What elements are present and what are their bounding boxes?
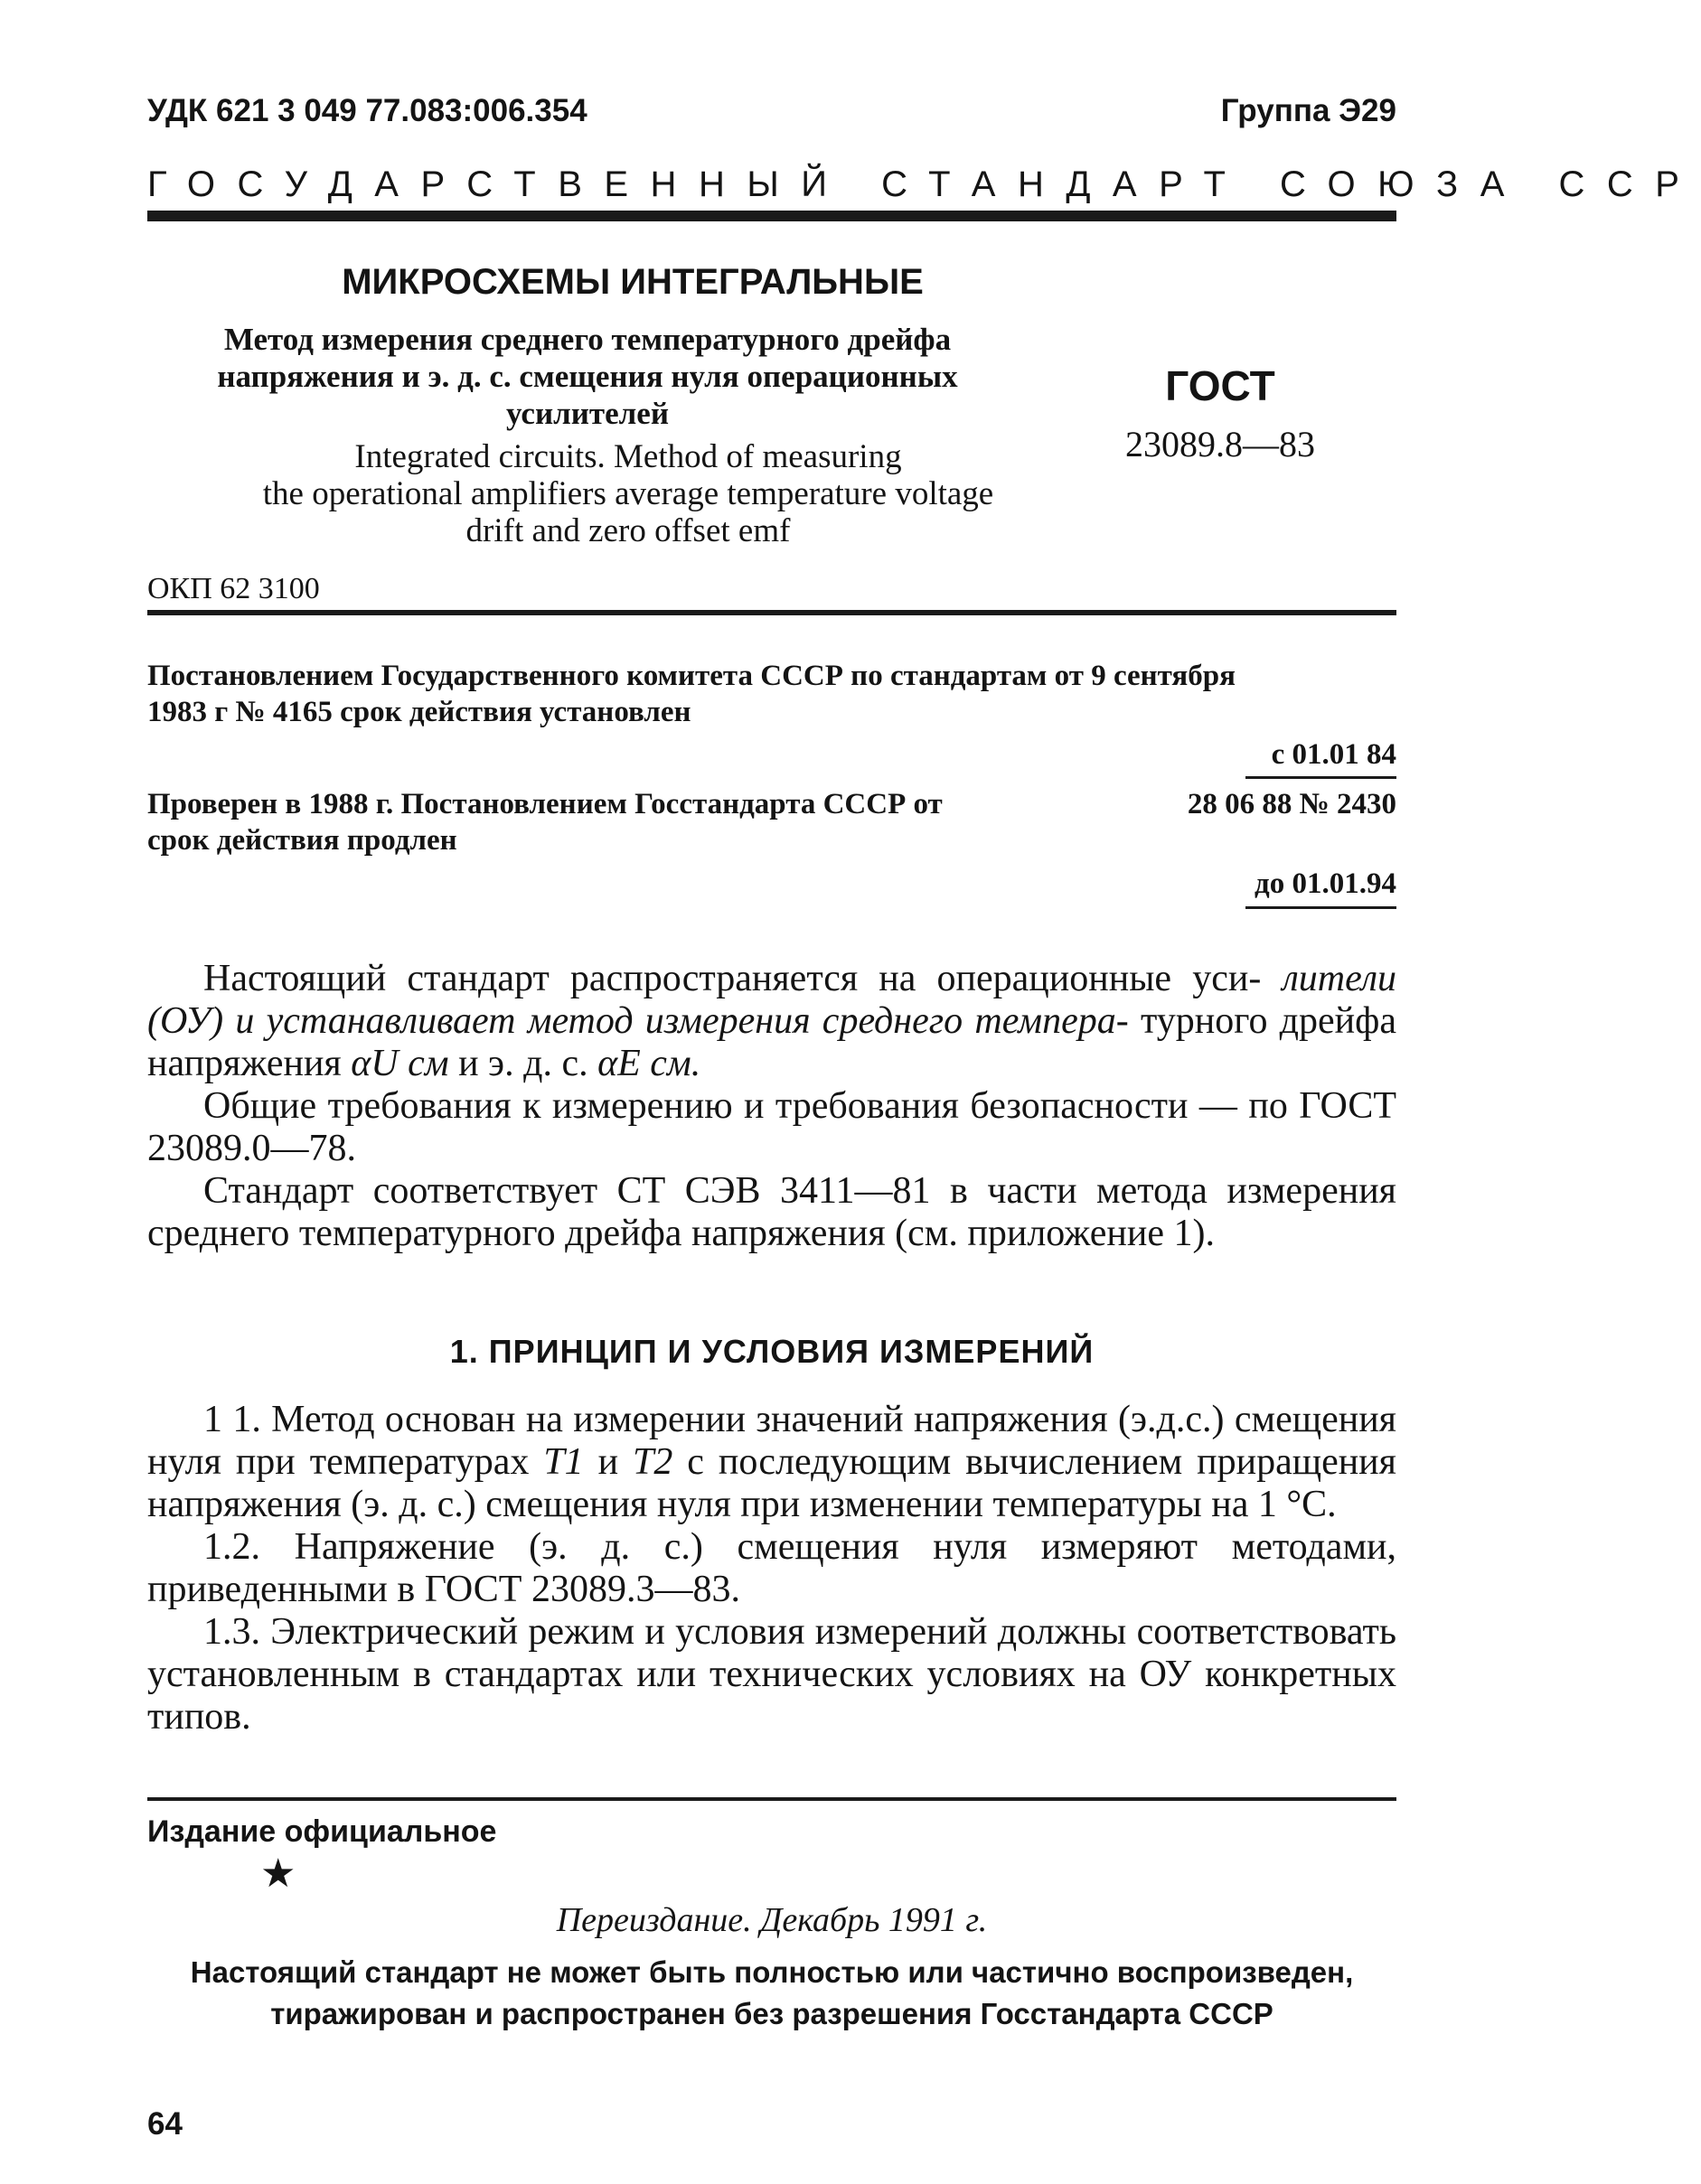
alpha-u-symbol: αU см (351, 1043, 449, 1084)
title-english-line-2: the operational amplifiers average temperature voltage (262, 475, 994, 512)
decree-line-1: Постановлением Государственного комитета СССР по стандартам от 9 сентября (147, 660, 1236, 692)
item-1-1: 1 1. Метод основан на измерении значений напряжения (э.д.с.) смещения нуля при температурах T1 и T2 с последующим вычислением приращения напряжения (э. д. с.) смещения нуля при изменении температуры на 1 °С. (147, 1399, 1396, 1525)
intro-paragraph-2: Общие требования к измерению и требования безопасности — по ГОСТ 23089.0—78. (147, 1085, 1396, 1169)
title-russian-line-3: усилителей (506, 396, 669, 431)
title-english-line-1: Integrated circuits. Method of measuring (354, 438, 902, 475)
t2-symbol: T2 (633, 1441, 673, 1483)
intro-paragraph-3: Стандарт соответствует СТ СЭВ 3411—81 в части метода измерения среднего температурного дрейфа напряжения (см. приложение 1). (147, 1170, 1396, 1254)
copyright-notice (147, 1952, 1396, 2035)
effective-until-date: до 01.01.94 (1255, 867, 1396, 900)
gost-label: ГОСТ (1165, 362, 1275, 409)
group-code: Группа Э29 (1220, 93, 1396, 128)
title-russian-line-1: Метод измерения среднего температурного дрейфа (223, 322, 952, 357)
checked-text (147, 786, 1396, 858)
checked-left: Проверен в 1988 г. Постановлением Госстандарта СССР от (147, 788, 943, 820)
intro-text (147, 958, 1396, 1255)
gost-number: 23089.8—83 (1125, 424, 1315, 464)
title-russian (190, 321, 985, 432)
title-english-line-3: drift and zero offset emf (465, 512, 791, 549)
checked-decree-number: 28 06 88 № 2430 (1187, 788, 1396, 820)
star-icon: ★ (260, 1851, 296, 1896)
okp-rule (147, 610, 1396, 615)
until-underline (1245, 906, 1396, 909)
title-russian-line-2: напряжения и э. д. с. смещения нуля операционных (217, 359, 958, 394)
footer-rule (147, 1797, 1396, 1801)
copyright-line-1: Настоящий стандарт не может быть полностью или частично воспроизведен, (190, 1955, 1354, 1989)
item-1-2: 1.2. Напряжение (э. д. с.) смещения нуля измеряют методами, приведенными в ГОСТ 23089.3—83. (147, 1526, 1396, 1610)
section-1-heading: 1. ПРИНЦИП И УСЛОВИЯ ИЗМЕРЕНИЙ (449, 1333, 1095, 1370)
official-edition-label: Издание официальное (147, 1814, 497, 1849)
header-rule (147, 211, 1396, 221)
state-standard-banner: ГОСУДАРСТВЕННЫЙ СТАНДАРТ СОЮЗА ССР (147, 164, 1701, 204)
okp-code: ОКП 62 3100 (147, 572, 320, 605)
title-english (253, 438, 1003, 549)
decree-line-2: 1983 г № 4165 срок действия установлен (147, 696, 691, 728)
since-underline (1245, 776, 1396, 779)
item-1-3: 1.3. Электрический режим и условия измерений должны соответствовать установленным в стандартах или технических условиях на ОУ конкретных типов. (147, 1611, 1396, 1738)
effective-since-date: с 01.01 84 (1271, 738, 1396, 771)
document-title: МИКРОСХЕМЫ ИНТЕГРАЛЬНЫЕ (342, 262, 924, 302)
copyright-line-2: тиражирован и распространен без разрешения Госстандарта СССР (270, 1997, 1273, 2030)
reissue-note: Переиздание. Декабрь 1991 г. (556, 1901, 988, 1939)
page-number: 64 (147, 2106, 183, 2142)
udk-code: УДК 621 3 049 77.083:006.354 (147, 93, 587, 128)
section-1-items (147, 1399, 1396, 1739)
extended-text: срок действия продлен (147, 824, 457, 857)
t1-symbol: T1 (543, 1441, 584, 1483)
intro-paragraph-1: Настоящий стандарт распространяется на операционные уси- лители (ОУ) и устанавливает метод измерения среднего темпера- турного дрейфа напряжения αU см и э. д. с. αE см. (147, 958, 1397, 1084)
alpha-e-symbol: αE см. (597, 1043, 701, 1084)
decree-text (147, 658, 1396, 730)
